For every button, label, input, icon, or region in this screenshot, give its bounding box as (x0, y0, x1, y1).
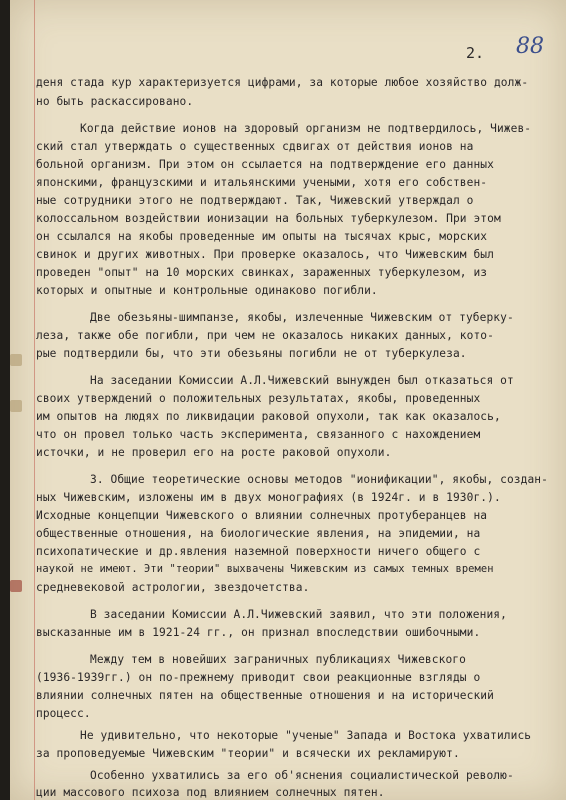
text-line: Две обезьяны-шимпанзе, якобы, излеченные Чижевским от туберку- (90, 311, 514, 324)
text-line: рые подтвердили бы, что эти обезьяны погибли не от туберкулеза. (36, 347, 467, 360)
archive-page-number: 88 (516, 34, 544, 59)
text-line: Не удивительно, что некоторые "ученые" Запада и Востока ухватились (80, 729, 532, 742)
text-line: психопатические и др.явления наземной поверхности ничего общего с (36, 545, 481, 558)
text-line: общественные отношения, на биологические явления, на эпидемии, на (36, 527, 481, 540)
text-line: Особенно ухватились за его об'яснения социалистической револю- (90, 769, 514, 782)
text-line: Когда действие ионов на здоровый организм не подтвердилось, Чижев- (80, 122, 532, 135)
text-line: наукой не имеют. Эти "теории" выхвачены Чижевским из самых темных времен (36, 563, 494, 575)
text-line: он ссылался на якобы проведенные им опыты на тысячах крыс, морских (36, 230, 488, 243)
text-line: На заседании Комиссии А.Л.Чижевский вынужден был отказаться от (90, 374, 514, 387)
text-line: которых и опытные и контрольные одинаково погибли. (36, 284, 378, 297)
text-line: источки, и не проверил его на росте раковой опухоли. (36, 446, 392, 459)
text-line: процесс. (36, 707, 91, 720)
text-line: своих утверждений о положительных результатах, якобы, проведенных (36, 392, 481, 405)
text-line: больной организм. При этом он ссылается на подтверждение его данных (36, 158, 494, 171)
text-line: леза, также обе погибли, при чем не оказалось никаких данных, кото- (36, 329, 494, 342)
body-text (10, 0, 566, 800)
text-line: высказанные им в 1921-24 гг., он признал впоследствии ошибочными. (36, 626, 481, 639)
page-number: 2. (466, 44, 485, 62)
text-line: им опытов на людях по ликвидации раковой опухоли, так как оказалось, (36, 410, 501, 423)
text-line: ных Чижевским, изложены им в двух монографиях (в 1924г. и в 1930г.). (36, 491, 501, 504)
text-line: Между тем в новейших заграничных публикациях Чижевского (90, 653, 466, 666)
text-line: 3. Общие теоретические основы методов "ионификации", якобы, создан- (90, 473, 548, 486)
text-line: средневековой астрологии, звездочетства. (36, 581, 310, 594)
text-line: (1936-1939гг.) он по-прежнему приводит свои реакционные взгляды о (36, 671, 481, 684)
text-line: но быть раскассировано. (36, 95, 194, 108)
text-line: деня стада кур характеризуется цифрами, за которые любое хозяйство долж- (36, 76, 529, 89)
text-line: колоссальном воздействии ионизации на больных туберкулезом. При этом (36, 212, 501, 225)
text-line: что он провел только часть эксперимента, связанного с нахождением (36, 428, 481, 441)
document-page (10, 0, 566, 800)
text-line: проведен "опыт" на 10 морских свинках, зараженных туберкулезом, из (36, 266, 488, 279)
text-line: В заседании Комиссии А.Л.Чижевский заявил, что эти положения, (90, 608, 507, 621)
text-line: Исходные концепции Чижевского о влиянии солнечных протуберанцев на (36, 509, 488, 522)
text-line: ные сотрудники этого не подтверждают. Так, Чижевский утверждал о (36, 194, 474, 207)
text-line: ции массового психоза под влиянием солнечных пятен. (36, 786, 385, 799)
text-line: за проповедуемые Чижевским "теории" и всячески их рекламируют. (36, 747, 460, 760)
text-line: влиянии солнечных пятен на общественные отношения и на исторический (36, 689, 494, 702)
text-line: ский стал утверждать о существенных сдвигах от действия ионов на (36, 140, 474, 153)
text-line: свинок и других животных. При проверке оказалось, что Чижевским был (36, 248, 494, 261)
text-line: японскими, французскими и итальянскими учеными, хотя его собствен- (36, 176, 488, 189)
